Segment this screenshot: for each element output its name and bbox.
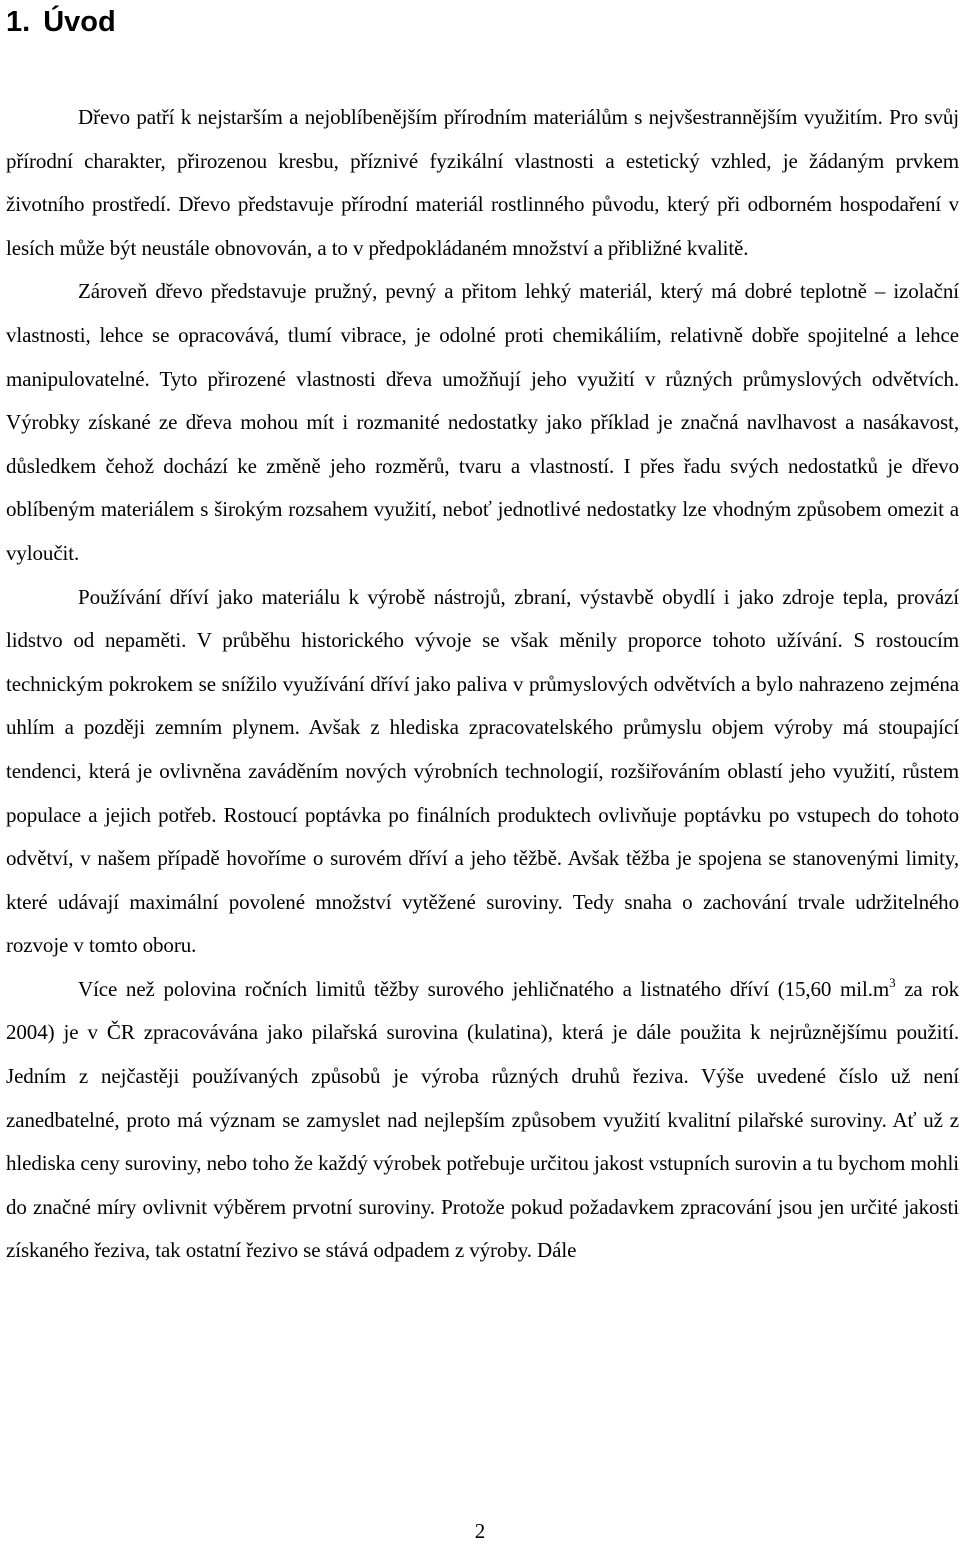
paragraph-3: Používání dříví jako materiálu k výrobě nástrojů, zbraní, výstavbě obydlí i jako zdroje tepla, provází lidstvo od nepaměti. V průběhu historického vývoje se však měnily proporce tohoto užívání. S rostoucím technickým pokrokem se snížilo využívání dříví jako paliva v průmyslových odvětvích a bylo nahrazeno zejména uhlím a později zemním plynem. Avšak z hlediska zpracovatelského průmyslu objem výroby má stoupající tendenci, která je ovlivněna zaváděním nových výrobních technologií, rozšiřováním oblastí jeho využití, růstem populace a jejich potřeb. Rostoucí poptávka po finálních produktech ovlivňuje poptávku po vstupech do tohoto odvětví, v našem případě hovoříme o surovém dříví a jeho těžbě. Avšak těžba je spojena se stanovenými limity, které udávají maximální povolené množství vytěžené suroviny. Tedy snaha o zachování trvale udržitelného rozvoje v tomto oboru. <box>6 584 959 958</box>
chapter-heading <box>6 2 116 42</box>
page-number: 2 <box>474 1519 486 1543</box>
superscript-exponent: 3 <box>889 974 896 990</box>
paragraph-2: Zároveň dřevo představuje pružný, pevný a přitom lehký materiál, který má dobré teplotně – izolační vlastnosti, lehce se opracovává, tlumí vibrace, je odolné proti chemikáliím, relativně dobře spojitelné a lehce manipulovatelné. Tyto přirozené vlastnosti dřeva umožňují jeho využití v různých průmyslových odvětvích. Výrobky získané ze dřeva mohou mít i rozmanité nedostatky jako příklad je značná navlhavost a nasákavost, důsledkem čehož dochází ke změně jeho rozměrů, tvaru a vlastností. I přes řadu svých nedostatků je dřevo oblíbeným materiálem s širokým rozsahem využití, neboť jednotlivé nedostatky lze vhodným způsobem omezit a vyloučit. <box>6 279 959 565</box>
chapter-number: 1. <box>6 6 31 38</box>
paragraph-1: Dřevo patří k nejstarším a nejoblíbenějším přírodním materiálům s nejvšestrannějším využitím. Pro svůj přírodní charakter, přirozenou kresbu, příznivé fyzikální vlastnosti a estetický vzhled, je žádaným prvkem životního prostředí. Dřevo představuje přírodní materiál rostlinného původu, který při odborném hospodaření v lesích může být neustále obnovován, a to v předpokládaném množství a přibližné kvalitě. <box>6 105 959 260</box>
chapter-title: Úvod <box>43 6 116 38</box>
chapter-body <box>6 96 959 1273</box>
paragraph-4-text-end: za rok 2004) je v ČR zpracovávána jako pilařská surovina (kulatina), která je dále použita k nejrůznějšímu použití. Jedním z nejčastěji používaných způsobů je výroba různých druhů řeziva. Výše uvedené číslo už není zanedbatelné, proto má význam se zamyslet nad nejlepším způsobem využití kvalitní pilařské suroviny. Ať už z hlediska ceny suroviny, nebo toho že každý výrobek potřebuje určitou jakost vstupních surovin a tu bychom mohli do značné míry ovlivnit výběrem prvotní suroviny. Protože pokud požadavkem zpracování jsou jen určité jakosti získaného řeziva, tak ostatní řezivo se stává odpadem z výroby. Dále <box>6 976 960 1263</box>
paragraph-4-text-start: Více než polovina ročních limitů těžby surového jehličnatého a listnatého dříví (15,60 mil.m <box>78 976 890 1001</box>
paragraph-4 <box>6 968 959 1273</box>
